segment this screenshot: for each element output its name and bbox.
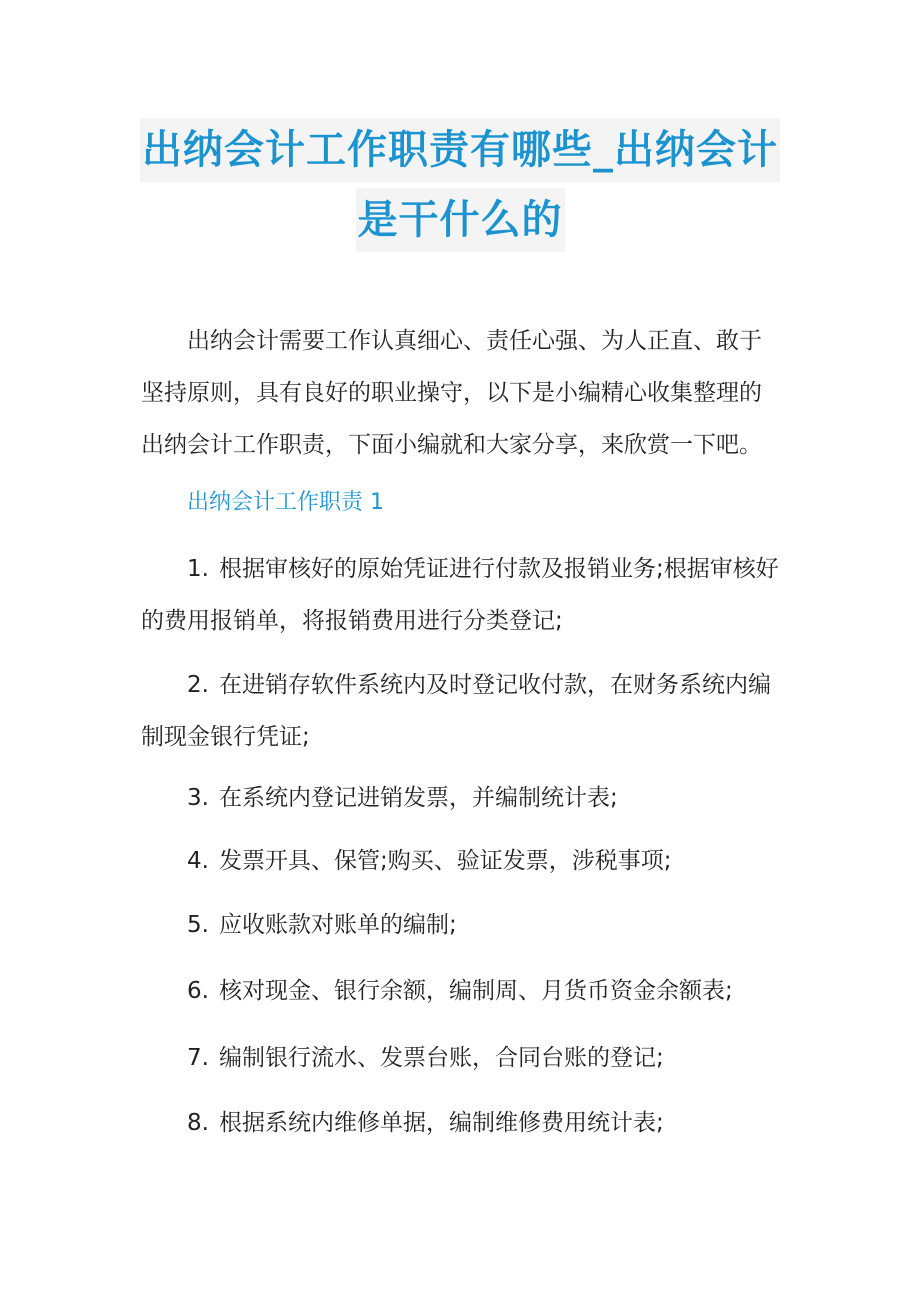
list-item-number: 5. [187, 912, 209, 938]
list-item-number: 8. [187, 1110, 209, 1136]
list-item-text: 应收账款对账单的编制; [218, 912, 457, 938]
list-item-number: 3. [187, 785, 209, 811]
list-item [141, 899, 781, 951]
list-item-text: 根据系统内维修单据，编制维修费用统计表; [218, 1110, 664, 1136]
list-item-number: 1. [187, 556, 209, 582]
list-item-text: 发票开具、保管;购买、验证发票，涉税事项; [218, 848, 672, 874]
list-item-text: 根据审核好的原始凭证进行付款及报销业务;根据审核好的费用报销单，将报销费用进行分类登记; [141, 556, 779, 634]
list-item-text: 核对现金、银行余额，编制周、月货币资金余额表; [218, 978, 733, 1004]
list-item-number: 2. [187, 672, 209, 698]
list-item [141, 772, 781, 824]
page-title [0, 118, 920, 252]
list-item-text: 在系统内登记进销发票，并编制统计表; [218, 785, 618, 811]
list-item [141, 1097, 781, 1149]
list-item-text: 编制银行流水、发票台账，合同台账的登记; [218, 1045, 664, 1071]
list-item [141, 835, 781, 887]
list-item-number: 4. [187, 848, 209, 874]
list-item [141, 659, 781, 763]
list-item-number: 7. [187, 1045, 209, 1071]
list-item-number: 6. [187, 978, 209, 1004]
page-title-line-2: 是干什么的 [356, 188, 565, 252]
list-item [141, 543, 781, 647]
intro-paragraph: 出纳会计需要工作认真细心、责任心强、为人正直、敢于坚持原则，具有良好的职业操守，以下是小编精心收集整理的出纳会计工作职责，下面小编就和大家分享，来欣赏一下吧。 [141, 328, 762, 458]
list-item [141, 965, 781, 1017]
section-heading: 出纳会计工作职责 1 [187, 490, 384, 515]
list-item-text: 在进销存软件系统内及时登记收付款，在财务系统内编制现金银行凭证; [141, 672, 771, 750]
list-item [141, 1032, 781, 1084]
page-title-line-1: 出纳会计工作职责有哪些_出纳会计 [140, 118, 780, 182]
